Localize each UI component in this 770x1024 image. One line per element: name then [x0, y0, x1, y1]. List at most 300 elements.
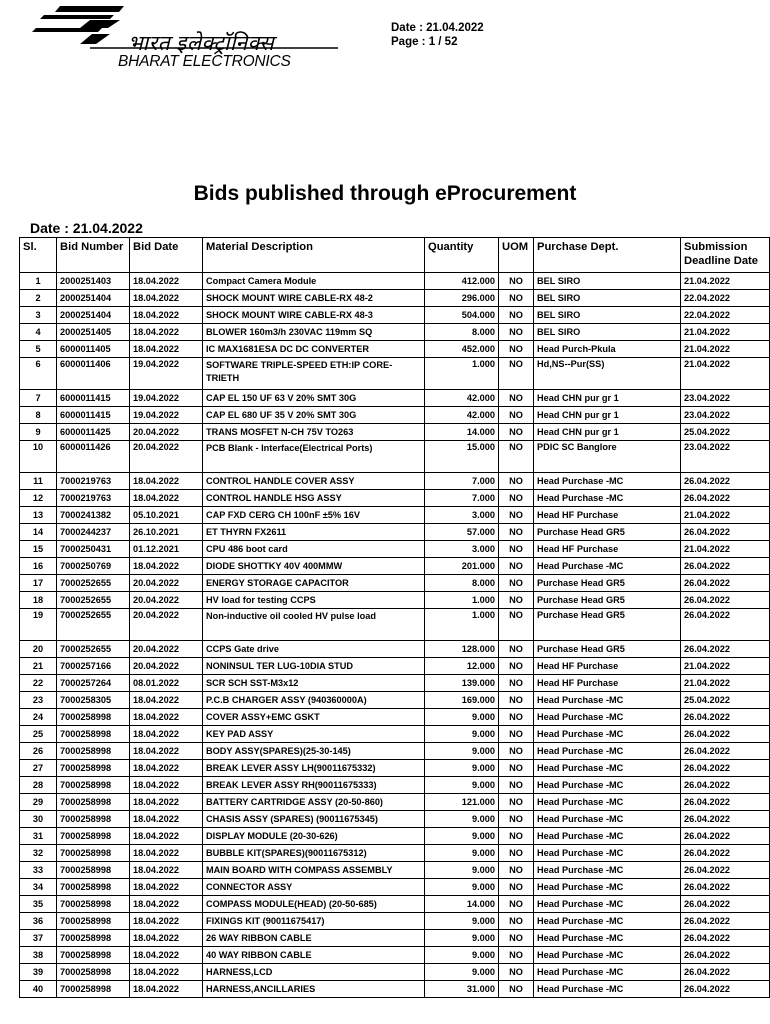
cell-quantity: 9.000 — [425, 760, 499, 777]
cell-submission-deadline: 25.04.2022 — [681, 424, 770, 441]
cell-bid-number: 7000258998 — [57, 709, 130, 726]
cell-quantity: 9.000 — [425, 811, 499, 828]
table-row — [20, 441, 770, 473]
cell-material-description: 26 WAY RIBBON CABLE — [203, 930, 425, 947]
cell-submission-deadline: 26.04.2022 — [681, 794, 770, 811]
cell-uom: NO — [499, 862, 534, 879]
cell-submission-deadline: 21.04.2022 — [681, 507, 770, 524]
cell-material-description: DISPLAY MODULE (20-30-626) — [203, 828, 425, 845]
cell-purchase-dept: Head Purchase -MC — [534, 964, 681, 981]
cell-sl: 23 — [20, 692, 57, 709]
cell-material-description: SHOCK MOUNT WIRE CABLE-RX 48-3 — [203, 307, 425, 324]
cell-bid-date: 18.04.2022 — [130, 777, 203, 794]
cell-submission-deadline: 26.04.2022 — [681, 879, 770, 896]
cell-quantity: 296.000 — [425, 290, 499, 307]
cell-material-description: CAP EL 680 UF 35 V 20% SMT 30G — [203, 407, 425, 424]
table-row — [20, 341, 770, 358]
table-row — [20, 609, 770, 641]
cell-submission-deadline: 21.04.2022 — [681, 675, 770, 692]
cell-quantity: 1.000 — [425, 609, 499, 641]
cell-quantity: 8.000 — [425, 575, 499, 592]
cell-quantity: 9.000 — [425, 913, 499, 930]
cell-purchase-dept: Head Purchase -MC — [534, 879, 681, 896]
cell-uom: NO — [499, 424, 534, 441]
cell-bid-date: 20.04.2022 — [130, 441, 203, 473]
page-title: Bids published through eProcurement — [193, 182, 577, 205]
cell-bid-date: 18.04.2022 — [130, 743, 203, 760]
header-quantity: Quantity — [425, 238, 499, 273]
cell-bid-number: 7000252655 — [57, 575, 130, 592]
cell-sl: 39 — [20, 964, 57, 981]
cell-quantity: 128.000 — [425, 641, 499, 658]
table-row — [20, 358, 770, 390]
cell-purchase-dept: Head Purchase -MC — [534, 913, 681, 930]
cell-bid-number: 6000011426 — [57, 441, 130, 473]
cell-quantity: 9.000 — [425, 828, 499, 845]
cell-bid-number: 7000257264 — [57, 675, 130, 692]
table-row — [20, 862, 770, 879]
table-row — [20, 675, 770, 692]
cell-submission-deadline: 26.04.2022 — [681, 473, 770, 490]
cell-submission-deadline: 26.04.2022 — [681, 558, 770, 575]
cell-material-description: PCB Blank - Interface(Electrical Ports) — [203, 441, 425, 473]
cell-purchase-dept: Head Purchase -MC — [534, 473, 681, 490]
cell-sl: 33 — [20, 862, 57, 879]
cell-sl: 37 — [20, 930, 57, 947]
cell-bid-date: 20.04.2022 — [130, 658, 203, 675]
cell-sl: 27 — [20, 760, 57, 777]
cell-purchase-dept: Purchase Head GR5 — [534, 592, 681, 609]
table-body — [20, 273, 770, 998]
cell-bid-date: 18.04.2022 — [130, 709, 203, 726]
cell-submission-deadline: 21.04.2022 — [681, 273, 770, 290]
cell-uom: NO — [499, 575, 534, 592]
cell-bid-date: 18.04.2022 — [130, 811, 203, 828]
cell-uom: NO — [499, 507, 534, 524]
cell-material-description: CAP EL 150 UF 63 V 20% SMT 30G — [203, 390, 425, 407]
cell-submission-deadline: 26.04.2022 — [681, 709, 770, 726]
cell-bid-number: 6000011425 — [57, 424, 130, 441]
cell-submission-deadline: 26.04.2022 — [681, 609, 770, 641]
cell-quantity: 42.000 — [425, 390, 499, 407]
cell-quantity: 31.000 — [425, 981, 499, 998]
cell-sl: 7 — [20, 390, 57, 407]
cell-sl: 32 — [20, 845, 57, 862]
cell-bid-number: 7000258998 — [57, 930, 130, 947]
cell-bid-date: 05.10.2021 — [130, 507, 203, 524]
cell-submission-deadline: 26.04.2022 — [681, 641, 770, 658]
cell-bid-date: 18.04.2022 — [130, 896, 203, 913]
cell-material-description: CHASIS ASSY (SPARES) (90011675345) — [203, 811, 425, 828]
header-submission-deadline: Submission Deadline Date — [681, 238, 770, 273]
cell-uom: NO — [499, 913, 534, 930]
cell-bid-date: 08.01.2022 — [130, 675, 203, 692]
cell-bid-number: 7000258998 — [57, 896, 130, 913]
cell-sl: 31 — [20, 828, 57, 845]
cell-quantity: 14.000 — [425, 896, 499, 913]
cell-quantity: 9.000 — [425, 964, 499, 981]
cell-submission-deadline: 26.04.2022 — [681, 913, 770, 930]
cell-submission-deadline: 22.04.2022 — [681, 290, 770, 307]
cell-bid-date: 18.04.2022 — [130, 879, 203, 896]
cell-sl: 15 — [20, 541, 57, 558]
cell-quantity: 9.000 — [425, 845, 499, 862]
cell-bid-date: 19.04.2022 — [130, 358, 203, 390]
cell-bid-date: 18.04.2022 — [130, 913, 203, 930]
table-row — [20, 307, 770, 324]
cell-material-description: SCR SCH SST-M3x12 — [203, 675, 425, 692]
cell-material-description: MAIN BOARD WITH COMPASS ASSEMBLY — [203, 862, 425, 879]
cell-submission-deadline: 22.04.2022 — [681, 307, 770, 324]
cell-purchase-dept: Purchase Head GR5 — [534, 524, 681, 541]
cell-sl: 26 — [20, 743, 57, 760]
cell-uom: NO — [499, 930, 534, 947]
cell-bid-number: 7000258998 — [57, 964, 130, 981]
cell-purchase-dept: Head Purch-Pkula — [534, 341, 681, 358]
cell-sl: 6 — [20, 358, 57, 390]
cell-bid-date: 20.04.2022 — [130, 592, 203, 609]
cell-sl: 1 — [20, 273, 57, 290]
cell-material-description: HARNESS,LCD — [203, 964, 425, 981]
cell-bid-number: 7000258998 — [57, 913, 130, 930]
cell-purchase-dept: Head Purchase -MC — [534, 558, 681, 575]
cell-material-description: TRANS MOSFET N-CH 75V TO263 — [203, 424, 425, 441]
cell-sl: 34 — [20, 879, 57, 896]
cell-bid-date: 18.04.2022 — [130, 490, 203, 507]
cell-quantity: 169.000 — [425, 692, 499, 709]
cell-quantity: 7.000 — [425, 473, 499, 490]
cell-bid-number: 6000011405 — [57, 341, 130, 358]
cell-purchase-dept: Head HF Purchase — [534, 541, 681, 558]
cell-sl: 21 — [20, 658, 57, 675]
cell-bid-number: 2000251404 — [57, 290, 130, 307]
cell-bid-number: 6000011415 — [57, 390, 130, 407]
table-row — [20, 524, 770, 541]
cell-material-description: SOFTWARE TRIPLE-SPEED ETH:IP CORE-TRIETH — [203, 358, 425, 390]
cell-sl: 11 — [20, 473, 57, 490]
cell-submission-deadline: 23.04.2022 — [681, 390, 770, 407]
table-row — [20, 777, 770, 794]
cell-sl: 18 — [20, 592, 57, 609]
table-row — [20, 811, 770, 828]
cell-bid-date: 18.04.2022 — [130, 273, 203, 290]
table-row — [20, 541, 770, 558]
logo-english-text: BHARAT ELECTRONICS — [118, 53, 291, 70]
cell-material-description: BREAK LEVER ASSY RH(90011675333) — [203, 777, 425, 794]
table-row — [20, 407, 770, 424]
cell-purchase-dept: Head CHN pur gr 1 — [534, 407, 681, 424]
cell-purchase-dept: Hd,NS--Pur(SS) — [534, 358, 681, 390]
bel-logo — [30, 4, 350, 70]
table-row — [20, 641, 770, 658]
cell-bid-number: 7000241382 — [57, 507, 130, 524]
cell-submission-deadline: 23.04.2022 — [681, 441, 770, 473]
cell-uom: NO — [499, 307, 534, 324]
cell-material-description: SHOCK MOUNT WIRE CABLE-RX 48-2 — [203, 290, 425, 307]
cell-bid-date: 18.04.2022 — [130, 692, 203, 709]
cell-bid-number: 7000258998 — [57, 743, 130, 760]
cell-uom: NO — [499, 981, 534, 998]
cell-purchase-dept: Head Purchase -MC — [534, 811, 681, 828]
cell-bid-date: 18.04.2022 — [130, 726, 203, 743]
table-row — [20, 930, 770, 947]
cell-quantity: 9.000 — [425, 777, 499, 794]
cell-purchase-dept: Head Purchase -MC — [534, 845, 681, 862]
cell-sl: 30 — [20, 811, 57, 828]
cell-bid-number: 7000252655 — [57, 641, 130, 658]
cell-quantity: 9.000 — [425, 726, 499, 743]
cell-quantity: 9.000 — [425, 930, 499, 947]
cell-bid-number: 7000258998 — [57, 794, 130, 811]
cell-material-description: BUBBLE KIT(SPARES)(90011675312) — [203, 845, 425, 862]
cell-uom: NO — [499, 641, 534, 658]
cell-uom: NO — [499, 609, 534, 641]
cell-uom: NO — [499, 558, 534, 575]
cell-bid-date: 20.04.2022 — [130, 641, 203, 658]
cell-uom: NO — [499, 743, 534, 760]
table-row — [20, 692, 770, 709]
cell-bid-number: 7000258998 — [57, 845, 130, 862]
table-row — [20, 981, 770, 998]
cell-bid-number: 7000219763 — [57, 473, 130, 490]
cell-purchase-dept: Head HF Purchase — [534, 658, 681, 675]
cell-quantity: 504.000 — [425, 307, 499, 324]
cell-quantity: 3.000 — [425, 541, 499, 558]
cell-material-description: BODY ASSY(SPARES)(25-30-145) — [203, 743, 425, 760]
cell-material-description: COMPASS MODULE(HEAD) (20-50-685) — [203, 896, 425, 913]
cell-material-description: CONTROL HANDLE HSG ASSY — [203, 490, 425, 507]
table-row — [20, 424, 770, 441]
cell-sl: 10 — [20, 441, 57, 473]
cell-uom: NO — [499, 726, 534, 743]
cell-sl: 12 — [20, 490, 57, 507]
cell-material-description: BATTERY CARTRIDGE ASSY (20-50-860) — [203, 794, 425, 811]
cell-uom: NO — [499, 947, 534, 964]
cell-purchase-dept: Head Purchase -MC — [534, 692, 681, 709]
cell-bid-date: 26.10.2021 — [130, 524, 203, 541]
cell-quantity: 9.000 — [425, 743, 499, 760]
table-row — [20, 913, 770, 930]
table-row — [20, 726, 770, 743]
cell-bid-date: 18.04.2022 — [130, 473, 203, 490]
cell-bid-date: 18.04.2022 — [130, 324, 203, 341]
cell-submission-deadline: 21.04.2022 — [681, 358, 770, 390]
header-bid-date: Bid Date — [130, 238, 203, 273]
cell-bid-number: 7000250431 — [57, 541, 130, 558]
cell-sl: 13 — [20, 507, 57, 524]
cell-material-description: CONNECTOR ASSY — [203, 879, 425, 896]
header-material-description: Material Description — [203, 238, 425, 273]
cell-sl: 17 — [20, 575, 57, 592]
cell-purchase-dept: Head Purchase -MC — [534, 794, 681, 811]
cell-sl: 24 — [20, 709, 57, 726]
cell-purchase-dept: Head HF Purchase — [534, 507, 681, 524]
cell-material-description: NONINSUL TER LUG-10DIA STUD — [203, 658, 425, 675]
cell-submission-deadline: 23.04.2022 — [681, 407, 770, 424]
cell-bid-date: 18.04.2022 — [130, 558, 203, 575]
cell-uom: NO — [499, 592, 534, 609]
cell-purchase-dept: Head HF Purchase — [534, 675, 681, 692]
cell-uom: NO — [499, 341, 534, 358]
cell-bid-number: 7000258998 — [57, 777, 130, 794]
cell-submission-deadline: 26.04.2022 — [681, 828, 770, 845]
cell-material-description: BLOWER 160m3/h 230VAC 119mm SQ — [203, 324, 425, 341]
cell-uom: NO — [499, 896, 534, 913]
cell-bid-date: 20.04.2022 — [130, 424, 203, 441]
table-row — [20, 290, 770, 307]
table-row — [20, 947, 770, 964]
cell-sl: 19 — [20, 609, 57, 641]
cell-submission-deadline: 26.04.2022 — [681, 524, 770, 541]
cell-submission-deadline: 21.04.2022 — [681, 341, 770, 358]
cell-bid-number: 7000258998 — [57, 726, 130, 743]
cell-quantity: 9.000 — [425, 947, 499, 964]
cell-purchase-dept: Head Purchase -MC — [534, 896, 681, 913]
cell-purchase-dept: Head Purchase -MC — [534, 709, 681, 726]
cell-purchase-dept: Head Purchase -MC — [534, 726, 681, 743]
cell-material-description: FIXINGS KIT (90011675417) — [203, 913, 425, 930]
cell-quantity: 42.000 — [425, 407, 499, 424]
cell-purchase-dept: Purchase Head GR5 — [534, 575, 681, 592]
cell-submission-deadline: 25.04.2022 — [681, 692, 770, 709]
cell-purchase-dept: Head CHN pur gr 1 — [534, 390, 681, 407]
cell-submission-deadline: 26.04.2022 — [681, 777, 770, 794]
table-row — [20, 575, 770, 592]
table-row — [20, 964, 770, 981]
cell-submission-deadline: 26.04.2022 — [681, 964, 770, 981]
cell-bid-number: 7000250769 — [57, 558, 130, 575]
cell-uom: NO — [499, 441, 534, 473]
table-row — [20, 324, 770, 341]
cell-bid-date: 18.04.2022 — [130, 290, 203, 307]
cell-uom: NO — [499, 794, 534, 811]
cell-bid-date: 01.12.2021 — [130, 541, 203, 558]
cell-bid-number: 2000251403 — [57, 273, 130, 290]
cell-quantity: 1.000 — [425, 592, 499, 609]
cell-submission-deadline: 26.04.2022 — [681, 592, 770, 609]
cell-quantity: 7.000 — [425, 490, 499, 507]
cell-quantity: 452.000 — [425, 341, 499, 358]
table-row — [20, 273, 770, 290]
cell-material-description: CONTROL HANDLE COVER ASSY — [203, 473, 425, 490]
cell-bid-number: 7000257166 — [57, 658, 130, 675]
cell-quantity: 412.000 — [425, 273, 499, 290]
cell-purchase-dept: BEL SIRO — [534, 324, 681, 341]
cell-bid-number: 7000244237 — [57, 524, 130, 541]
cell-material-description: CCPS Gate drive — [203, 641, 425, 658]
cell-uom: NO — [499, 390, 534, 407]
cell-material-description: CPU 486 boot card — [203, 541, 425, 558]
bids-table — [19, 237, 770, 998]
cell-bid-date: 18.04.2022 — [130, 794, 203, 811]
cell-submission-deadline: 26.04.2022 — [681, 845, 770, 862]
cell-bid-date: 20.04.2022 — [130, 575, 203, 592]
cell-purchase-dept: Head Purchase -MC — [534, 828, 681, 845]
cell-material-description: COVER ASSY+EMC GSKT — [203, 709, 425, 726]
cell-quantity: 9.000 — [425, 862, 499, 879]
cell-uom: NO — [499, 692, 534, 709]
cell-sl: 9 — [20, 424, 57, 441]
cell-sl: 16 — [20, 558, 57, 575]
cell-uom: NO — [499, 828, 534, 845]
document-meta — [391, 21, 484, 49]
cell-uom: NO — [499, 964, 534, 981]
cell-uom: NO — [499, 845, 534, 862]
cell-sl: 35 — [20, 896, 57, 913]
header-purchase-dept: Purchase Dept. — [534, 238, 681, 273]
cell-purchase-dept: PDIC SC Banglore — [534, 441, 681, 473]
cell-uom: NO — [499, 324, 534, 341]
cell-uom: NO — [499, 407, 534, 424]
cell-bid-number: 7000258305 — [57, 692, 130, 709]
cell-bid-number: 7000258998 — [57, 862, 130, 879]
cell-bid-number: 7000258998 — [57, 879, 130, 896]
table-row — [20, 390, 770, 407]
table-row — [20, 592, 770, 609]
cell-material-description: IC MAX1681ESA DC DC CONVERTER — [203, 341, 425, 358]
cell-material-description: Non-inductive oil cooled HV pulse load — [203, 609, 425, 641]
table-row — [20, 507, 770, 524]
table-row — [20, 473, 770, 490]
logo-hindi-text: भारत इलेक्ट्रॉनिक्स — [128, 31, 275, 55]
cell-uom: NO — [499, 709, 534, 726]
cell-purchase-dept: Head Purchase -MC — [534, 930, 681, 947]
cell-purchase-dept: BEL SIRO — [534, 273, 681, 290]
cell-quantity: 1.000 — [425, 358, 499, 390]
cell-bid-number: 6000011406 — [57, 358, 130, 390]
cell-purchase-dept: Head Purchase -MC — [534, 862, 681, 879]
header-sl: Sl. — [20, 238, 57, 273]
table-row — [20, 658, 770, 675]
cell-material-description: ET THYRN FX2611 — [203, 524, 425, 541]
cell-purchase-dept: Head Purchase -MC — [534, 743, 681, 760]
cell-bid-date: 18.04.2022 — [130, 947, 203, 964]
table-row — [20, 896, 770, 913]
table-row — [20, 558, 770, 575]
cell-bid-number: 7000258998 — [57, 828, 130, 845]
cell-purchase-dept: Head Purchase -MC — [534, 981, 681, 998]
cell-submission-deadline: 26.04.2022 — [681, 981, 770, 998]
cell-sl: 38 — [20, 947, 57, 964]
cell-submission-deadline: 21.04.2022 — [681, 324, 770, 341]
cell-bid-date: 19.04.2022 — [130, 390, 203, 407]
header-bid-number: Bid Number — [57, 238, 130, 273]
cell-uom: NO — [499, 541, 534, 558]
cell-sl: 40 — [20, 981, 57, 998]
cell-submission-deadline: 26.04.2022 — [681, 575, 770, 592]
cell-submission-deadline: 26.04.2022 — [681, 896, 770, 913]
cell-submission-deadline: 21.04.2022 — [681, 658, 770, 675]
cell-quantity: 14.000 — [425, 424, 499, 441]
cell-bid-number: 6000011415 — [57, 407, 130, 424]
cell-submission-deadline: 26.04.2022 — [681, 760, 770, 777]
cell-bid-number: 7000219763 — [57, 490, 130, 507]
cell-quantity: 15.000 — [425, 441, 499, 473]
cell-quantity: 12.000 — [425, 658, 499, 675]
cell-sl: 3 — [20, 307, 57, 324]
cell-sl: 29 — [20, 794, 57, 811]
cell-material-description: KEY PAD ASSY — [203, 726, 425, 743]
cell-quantity: 121.000 — [425, 794, 499, 811]
table-row — [20, 760, 770, 777]
cell-uom: NO — [499, 473, 534, 490]
cell-bid-date: 18.04.2022 — [130, 845, 203, 862]
document-date: Date : 21.04.2022 — [391, 22, 484, 34]
cell-uom: NO — [499, 760, 534, 777]
cell-quantity: 8.000 — [425, 324, 499, 341]
table-row — [20, 828, 770, 845]
cell-sl: 4 — [20, 324, 57, 341]
